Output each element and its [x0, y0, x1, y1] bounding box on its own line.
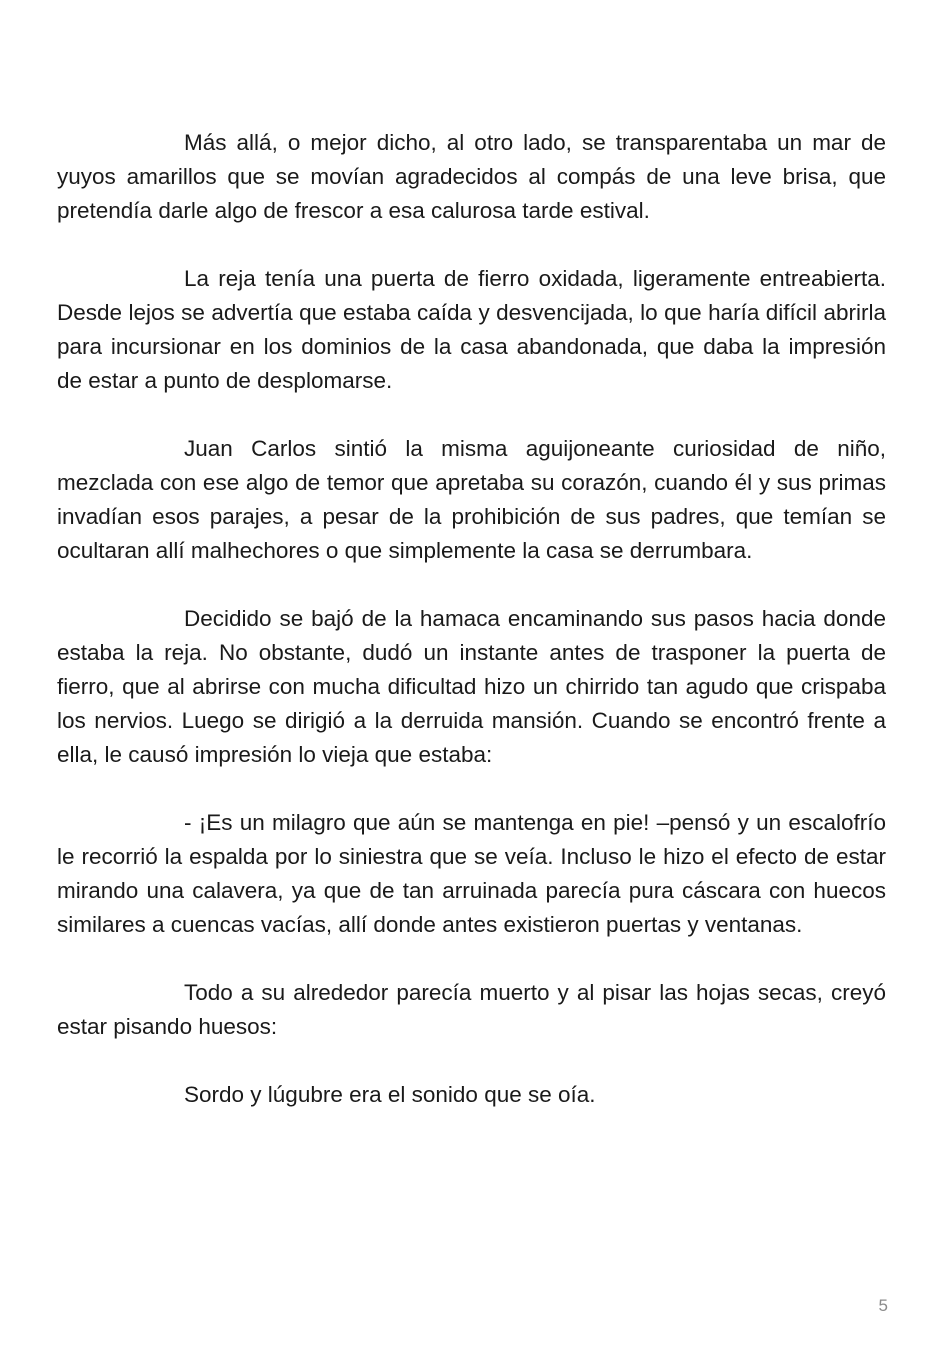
paragraph-6: Todo a su alrededor parecía muerto y al pisar las hojas secas, creyó estar pisando huesos:	[57, 980, 886, 1039]
page-number: 5	[878, 1296, 888, 1315]
paragraph-5: - ¡Es un milagro que aún se mantenga en pie! –pensó y un escalofrío le recorrió la espalda por lo siniestra que se veía. Incluso le hizo el efecto de estar mirando una calavera, ya que de tan arruinada parecía pura cáscara con huecos similares a cuencas vacías, allí donde antes existieron puertas y ventanas.	[57, 810, 886, 937]
paragraph-1: Más allá, o mejor dicho, al otro lado, se transparentaba un mar de yuyos amarillos que se movían agradecidos al compás de una leve brisa, que pretendía darle algo de frescor a esa calurosa tarde estival.	[57, 130, 886, 223]
paragraph-2: La reja tenía una puerta de fierro oxidada, ligeramente entreabierta. Desde lejos se advertía que estaba caída y desvencijada, lo que haría difícil abrirla para incursionar en los dominios de la casa abandonada, que daba la impresión de estar a punto de desplomarse.	[57, 266, 886, 393]
body-text	[57, 126, 886, 1112]
paragraph-4: Decidido se bajó de la hamaca encaminando sus pasos hacia donde estaba la reja. No obstante, dudó un instante antes de trasponer la puerta de fierro, que al abrirse con mucha dificultad hizo un chirrido tan agudo que crispaba los nervios. Luego se dirigió a la derruida mansión. Cuando se encontró frente a ella, le causó impresión lo vieja que estaba:	[57, 606, 886, 767]
paragraph-3: Juan Carlos sintió la misma aguijoneante curiosidad de niño, mezclada con ese algo de temor que apretaba su corazón, cuando él y sus primas invadían esos parajes, a pesar de la prohibición de sus padres, que temían se ocultaran allí malhechores o que simplemente la casa se derrumbara.	[57, 436, 886, 563]
paragraph-7: Sordo y lúgubre era el sonido que se oía.	[184, 1082, 596, 1107]
